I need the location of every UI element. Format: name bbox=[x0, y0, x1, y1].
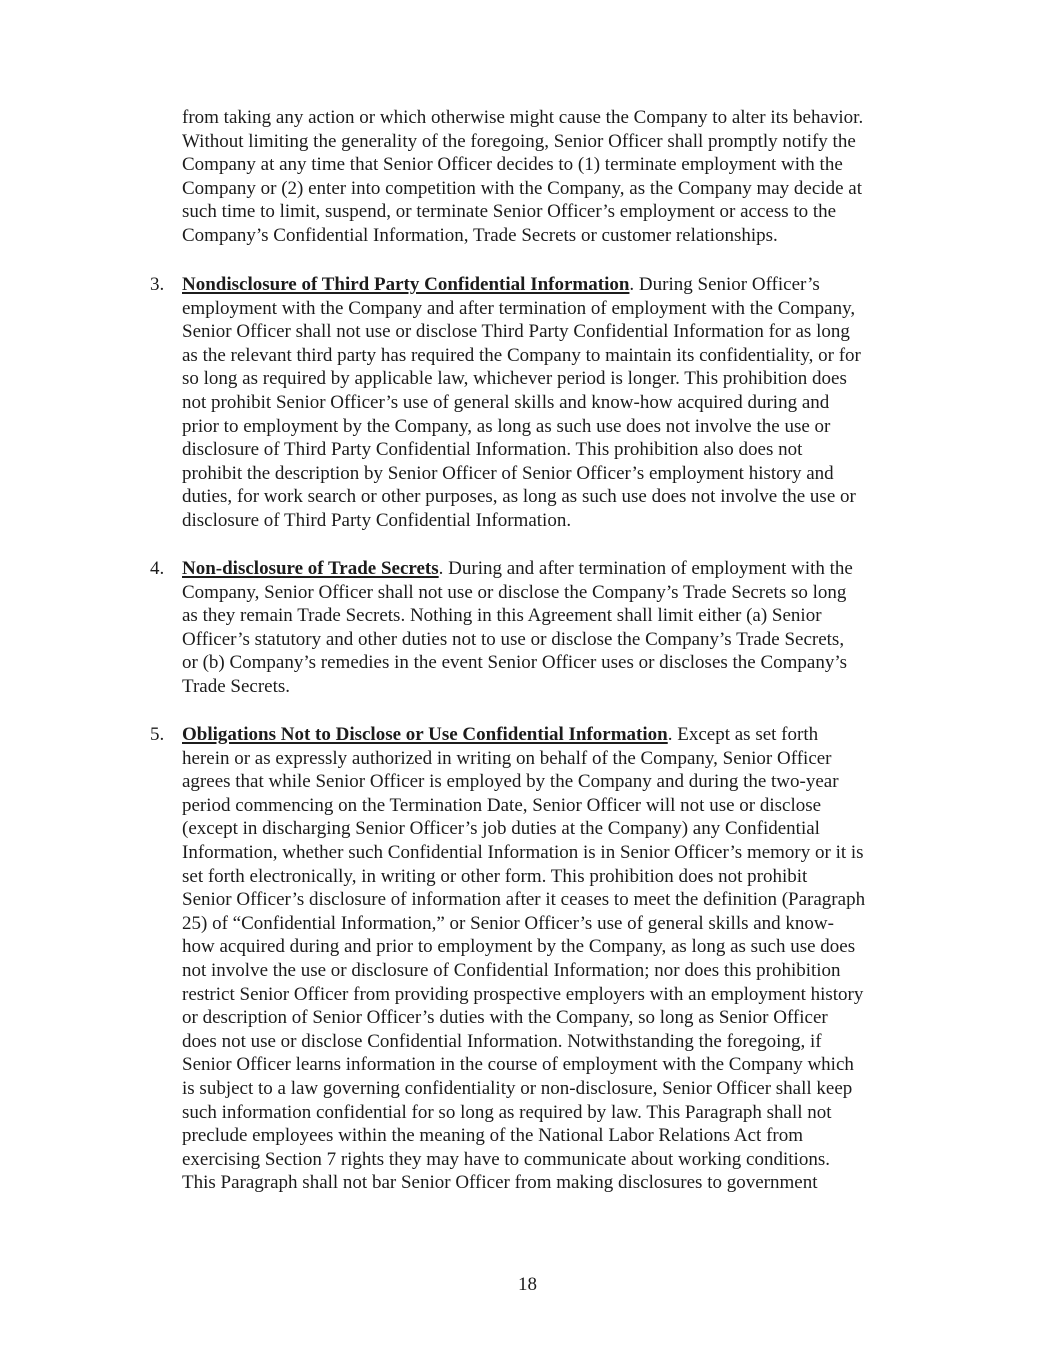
text-line: exercising Section 7 rights they may have to communicate about working conditions. bbox=[182, 1148, 830, 1170]
section-4-first-line-rest: . During and after termination of employment with the bbox=[438, 558, 853, 579]
text-line: is subject to a law governing confidentiality or non-disclosure, Senior Officer shall keep bbox=[182, 1077, 853, 1099]
section-3-paragraph bbox=[182, 273, 942, 533]
text-line: Officer’s statutory and other duties not to use or disclose the Company’s Trade Secrets, bbox=[182, 628, 845, 650]
text-line: prohibit the description by Senior Officer of Senior Officer’s employment history and bbox=[182, 462, 834, 484]
section-3-first-line bbox=[182, 273, 942, 297]
section-4-paragraph bbox=[182, 557, 942, 699]
text-line: Senior Officer shall not use or disclose Third Party Confidential Information for as long bbox=[182, 321, 850, 343]
section-4-heading: Non-disclosure of Trade Secrets bbox=[182, 558, 439, 579]
text-line: prior to employment by the Company, as long as such use does not involve the use or bbox=[182, 415, 831, 437]
text-line: Company or (2) enter into competition with the Company, as the Company may decide at bbox=[182, 177, 862, 199]
text-line: does not use or disclose Confidential Information. Notwithstanding the foregoing, if bbox=[182, 1030, 822, 1052]
text-line: duties, for work search or other purposes, as long as such use does not involve the use or bbox=[182, 486, 856, 508]
text-line: 25) of “Confidential Information,” or Senior Officer’s use of general skills and know- bbox=[182, 912, 834, 934]
section-4-number: 4. bbox=[150, 558, 165, 579]
text-line: Without limiting the generality of the foregoing, Senior Officer shall promptly notify the bbox=[182, 130, 856, 152]
text-line: Trade Secrets. bbox=[182, 675, 290, 697]
text-line: Senior Officer’s disclosure of information after it ceases to meet the definition (Paragraph bbox=[182, 889, 866, 911]
text-line: Senior Officer learns information in the course of employment with the Company which bbox=[182, 1054, 854, 1076]
text-line: employment with the Company and after termination of employment with the Company, bbox=[182, 297, 856, 319]
text-line: Information, whether such Confidential Information is in Senior Officer’s memory or it is bbox=[182, 841, 864, 863]
text-line: how acquired during and prior to employment by the Company, as long as such use does bbox=[182, 936, 856, 958]
text-line: such information confidential for so long as required by law. This Paragraph shall not bbox=[182, 1101, 832, 1123]
text-line: agrees that while Senior Officer is employed by the Company and during the two-year bbox=[182, 771, 839, 793]
text-line: such time to limit, suspend, or terminate Senior Officer’s employment or access to the bbox=[182, 201, 837, 223]
text-line: preclude employees within the meaning of the National Labor Relations Act from bbox=[182, 1125, 804, 1147]
text-line: herein or as expressly authorized in writing on behalf of the Company, Senior Officer bbox=[182, 747, 832, 769]
text-line: This Paragraph shall not bar Senior Officer from making disclosures to government bbox=[182, 1172, 818, 1194]
text-line: restrict Senior Officer from providing prospective employers with an employment history bbox=[182, 983, 864, 1005]
section-5-number: 5. bbox=[150, 724, 165, 745]
section-5-paragraph bbox=[182, 723, 942, 1195]
text-line: from taking any action or which otherwise might cause the Company to alter its behavior. bbox=[182, 107, 864, 128]
section-3-number: 3. bbox=[150, 274, 165, 295]
text-line: Company’s Confidential Information, Trade Secrets or customer relationships. bbox=[182, 224, 778, 246]
text-line: (except in discharging Senior Officer’s job duties at the Company) any Confidential bbox=[182, 818, 820, 840]
text-line: not involve the use or disclosure of Confidential Information; nor does this prohibition bbox=[182, 959, 841, 981]
text-line: Company at any time that Senior Officer decides to (1) terminate employment with the bbox=[182, 154, 843, 176]
section-5-first-line-rest: . Except as set forth bbox=[667, 724, 819, 745]
text-line: Company, Senior Officer shall not use or disclose the Company’s Trade Secrets so long bbox=[182, 581, 847, 603]
text-line: so long as required by applicable law, whichever period is longer. This prohibition does bbox=[182, 368, 847, 390]
section-5-first-line bbox=[182, 723, 942, 747]
text-line: or (b) Company’s remedies in the event Senior Officer uses or discloses the Company’s bbox=[182, 652, 848, 674]
section-3-heading: Nondisclosure of Third Party Confidential Information bbox=[182, 274, 630, 295]
section-3-first-line-rest: . During Senior Officer’s bbox=[629, 274, 820, 295]
text-line: disclosure of Third Party Confidential Information. This prohibition also does not bbox=[182, 439, 803, 461]
text-line: as the relevant third party has required the Company to maintain its confidentiality, or for bbox=[182, 344, 861, 366]
text-line: as they remain Trade Secrets. Nothing in this Agreement shall limit either (a) Senior bbox=[182, 605, 822, 627]
page-number: 18 bbox=[518, 1274, 537, 1295]
text-line: set forth electronically, in writing or other form. This prohibition does not prohibit bbox=[182, 865, 808, 887]
text-line: disclosure of Third Party Confidential Information. bbox=[182, 509, 572, 531]
intro-paragraph bbox=[182, 106, 942, 248]
section-4-first-line bbox=[182, 557, 942, 581]
text-line: or description of Senior Officer’s duties with the Company, so long as Senior Officer bbox=[182, 1007, 828, 1029]
section-5-heading: Obligations Not to Disclose or Use Confidential Information bbox=[182, 724, 668, 745]
text-line: period commencing on the Termination Date, Senior Officer will not use or disclose bbox=[182, 794, 822, 816]
text-line: not prohibit Senior Officer’s use of general skills and know-how acquired during and bbox=[182, 391, 830, 413]
